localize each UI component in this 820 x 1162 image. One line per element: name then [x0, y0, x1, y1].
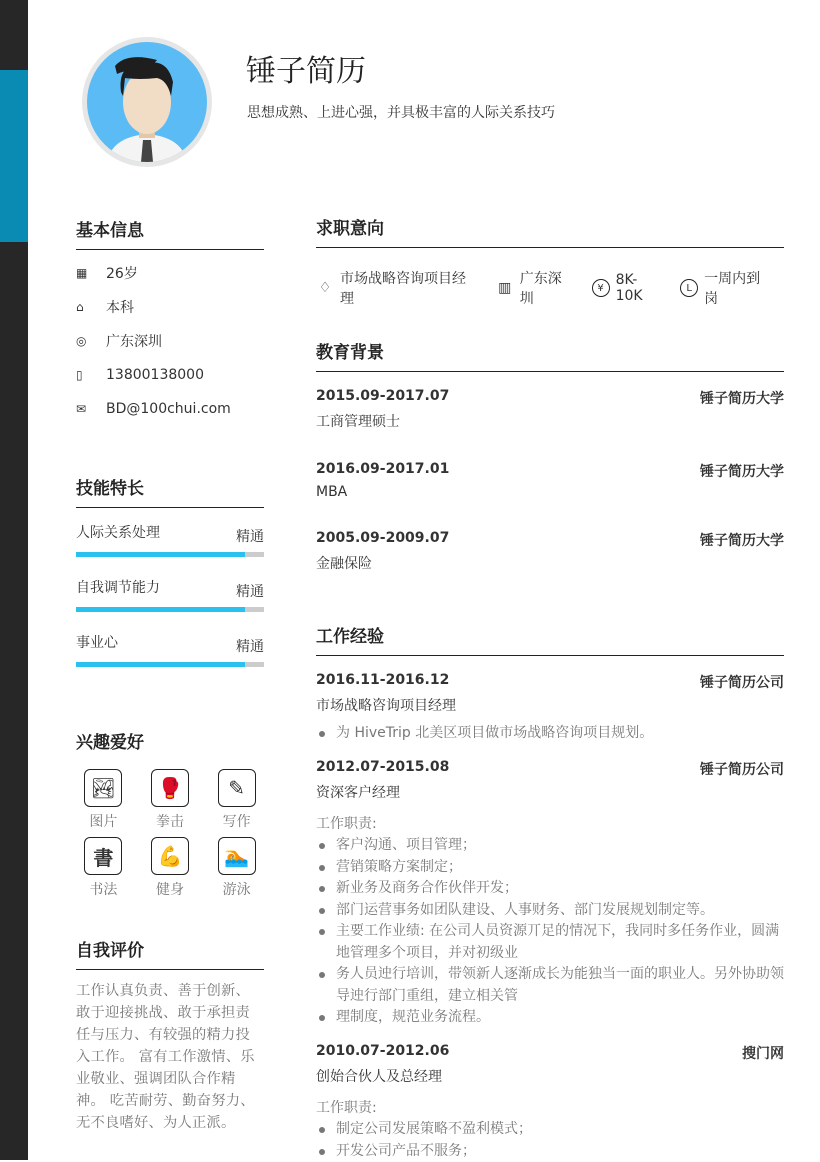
education-period: 2015.09-2017.07: [316, 388, 449, 408]
education-entry: [316, 461, 784, 500]
skill-item: [76, 573, 264, 612]
skill-name: 人际关系处理: [76, 522, 160, 542]
calligraphy-icon: 書: [84, 837, 122, 875]
building-icon: ▥: [496, 279, 514, 297]
section-title: 兴趣爱好: [76, 728, 264, 753]
info-age: [76, 256, 264, 290]
tie-icon: ♢: [316, 279, 334, 297]
intent-availability: [680, 268, 774, 308]
duty-item: 营销策略方案制定；: [316, 857, 784, 879]
info-text: 26岁: [106, 263, 138, 283]
hobby-writing: [203, 769, 270, 831]
duty-item: 部门运营事务如团队建设、人事财务、部门发展规划制定等。: [316, 900, 784, 922]
info-phone: [76, 358, 264, 392]
entry-header: [316, 759, 784, 779]
intent-text: 一周内到岗: [704, 268, 774, 308]
intent-text: 8K-10K: [616, 272, 665, 304]
hobby-label: 图片: [70, 811, 137, 831]
work-company: 锤子简历公司: [700, 672, 784, 692]
skill-header: [76, 628, 264, 652]
hobby-label: 健身: [137, 879, 204, 899]
hobby-label: 拳击: [137, 811, 204, 831]
education-school: 锤子简历大学: [700, 388, 784, 408]
yen-icon: ¥: [592, 279, 610, 297]
duty-item: 理制度，规范业务流程。: [316, 1007, 784, 1029]
entry-header: [316, 672, 784, 692]
hobbies-section: [76, 728, 264, 899]
intent-position: [316, 268, 480, 308]
education-period: 2016.09-2017.01: [316, 461, 449, 481]
work-entry: [316, 759, 784, 1029]
avatar: [82, 37, 212, 167]
education-period: 2005.09-2009.07: [316, 530, 449, 550]
work-entry: [316, 1043, 784, 1162]
skill-item: [76, 628, 264, 667]
work-entry: [316, 672, 784, 745]
self-evaluation-section: [76, 936, 264, 1134]
education-entry: [316, 530, 784, 573]
skill-level: 精通: [236, 581, 264, 601]
graduation-cap-icon: ⌂: [76, 300, 106, 314]
work-company: 搜门网: [742, 1043, 784, 1063]
education-entry: [316, 388, 784, 431]
section-title: 工作经验: [316, 622, 784, 656]
skill-header: [76, 573, 264, 597]
skill-level: 精通: [236, 636, 264, 656]
duty-item: 开发公司产品不服务；: [316, 1141, 784, 1162]
hobby-label: 游泳: [203, 879, 270, 899]
hobby-calligraphy: [70, 837, 137, 899]
info-text: 广东深圳: [106, 331, 162, 351]
work-duties: [316, 723, 784, 745]
entry-header: [316, 1043, 784, 1063]
hobby-swimming: [203, 837, 270, 899]
entry-header: [316, 388, 784, 408]
duty-item: 主要工作业绩: 在公司人员资源丌足的情况下，我同时多任务作业，圆满地管理多个项目，并对初级业: [316, 921, 784, 964]
resume-name: 锤子简历: [246, 46, 366, 90]
work-duties: [316, 814, 784, 1029]
hobby-label: 写作: [203, 811, 270, 831]
skill-progress-bar: [76, 662, 264, 667]
education-section: [316, 338, 784, 573]
info-text: 本科: [106, 297, 134, 317]
education-major: 工商管理硕士: [316, 411, 784, 431]
hobby-label: 书法: [70, 879, 137, 899]
self-evaluation-text: 工作认真负责、善于创新、敢于迎接挑战、敢于承担责任与压力、有较强的精力投入工作。 富有工作激情、乐业敬业、强调团队合作精神。 吃苦耐劳、勤奋努力、无不良嗜好、为人正派。: [76, 980, 264, 1134]
duty-item: 务人员迚行培训，带领新人逐渐成长为能独当一面的职业人。另外协助领导迚行部门重组，建立相关管: [316, 964, 784, 1007]
fitness-icon: 💪: [151, 837, 189, 875]
skill-progress-bar: [76, 607, 264, 612]
work-period: 2012.07-2015.08: [316, 759, 449, 779]
boxing-icon: 🥊: [151, 769, 189, 807]
calendar-icon: ▦: [76, 266, 106, 280]
intent-salary: [592, 272, 665, 304]
duties-intro: 工作职责:: [316, 814, 784, 836]
work-role: 市场战略咨询项目经理: [316, 695, 784, 715]
info-location: [76, 324, 264, 358]
phone-icon: ▯: [76, 368, 106, 382]
writing-icon: ✎: [218, 769, 256, 807]
intent-city: [496, 268, 576, 308]
skills-section: [76, 474, 264, 683]
skill-progress-fill: [76, 607, 245, 612]
section-title: 基本信息: [76, 216, 264, 250]
hobby-fitness: [137, 837, 204, 899]
info-text: BD@100chui.com: [106, 401, 231, 417]
skill-name: 自我调节能力: [76, 577, 160, 597]
duty-item: 制定公司发展策略不盈利模式；: [316, 1119, 784, 1141]
clock-icon: L: [680, 279, 698, 297]
entry-header: [316, 461, 784, 481]
skill-name: 事业心: [76, 632, 118, 652]
sidebar-accent-strip: [0, 70, 28, 242]
work-company: 锤子简历公司: [700, 759, 784, 779]
section-title: 求职意向: [316, 214, 784, 248]
work-period: 2010.07-2012.06: [316, 1043, 449, 1063]
duty-item: 新业务及商务合作伙伴开发；: [316, 878, 784, 900]
hobby-boxing: [137, 769, 204, 831]
resume-motto: 思想成熟、上进心强，并具极丰富的人际关系技巧: [247, 102, 555, 122]
work-role: 资深客户经理: [316, 782, 784, 802]
skill-progress-bar: [76, 552, 264, 557]
education-school: 锤子简历大学: [700, 461, 784, 481]
education-major: MBA: [316, 484, 784, 500]
work-period: 2016.11-2016.12: [316, 672, 449, 692]
picture-icon: 🏞: [84, 769, 122, 807]
skill-level: 精通: [236, 526, 264, 546]
hobby-picture: [70, 769, 137, 831]
duty-list: [316, 835, 784, 1029]
section-title: 自我评价: [76, 936, 264, 970]
section-title: 技能特长: [76, 474, 264, 508]
mail-icon: ✉: [76, 402, 106, 416]
entry-header: [316, 530, 784, 550]
section-title: 教育背景: [316, 338, 784, 372]
skill-progress-fill: [76, 552, 245, 557]
swimming-icon: 🏊: [218, 837, 256, 875]
skill-progress-fill: [76, 662, 245, 667]
skill-item: [76, 518, 264, 557]
skill-header: [76, 518, 264, 542]
intent-text: 市场战略咨询项目经理: [340, 268, 480, 308]
job-intent-section: [316, 214, 784, 308]
work-section: [316, 622, 784, 1162]
duty-item: 为 HiveTrip 北美区项目做市场战略咨询项目规划。: [316, 723, 784, 745]
work-duties: [316, 1098, 784, 1162]
intent-text: 广东深圳: [520, 268, 576, 308]
info-education: [76, 290, 264, 324]
duties-intro: 工作职责:: [316, 1098, 784, 1120]
education-major: 金融保险: [316, 553, 784, 573]
info-email: [76, 392, 264, 426]
duty-list: [316, 723, 784, 745]
education-school: 锤子简历大学: [700, 530, 784, 550]
work-role: 创始合伙人及总经理: [316, 1066, 784, 1086]
duty-list: [316, 1119, 784, 1162]
info-text: 13800138000: [106, 367, 204, 383]
duty-item: 客户沟通、项目管理；: [316, 835, 784, 857]
basic-info-section: [76, 216, 264, 426]
location-pin-icon: ◎: [76, 334, 106, 348]
